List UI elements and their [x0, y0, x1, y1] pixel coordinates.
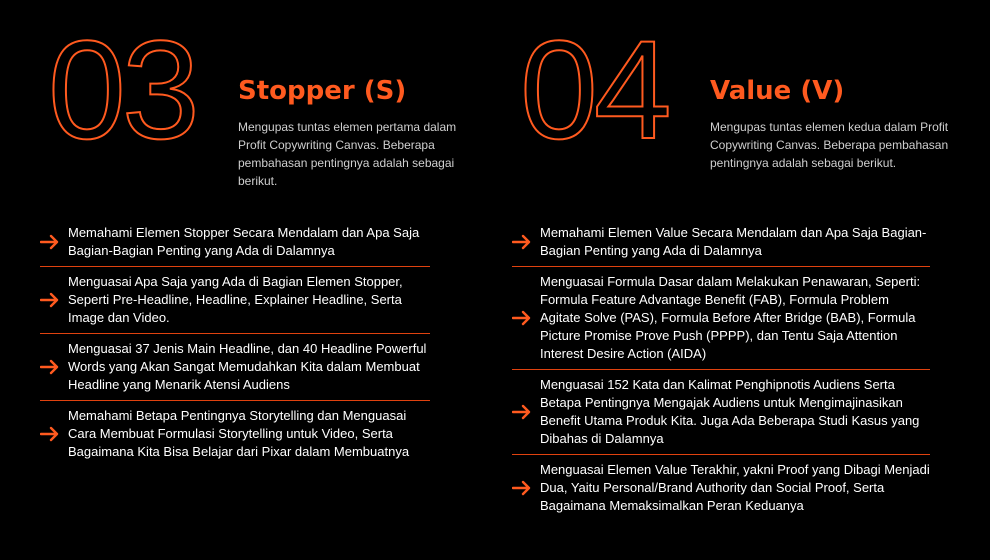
list-item-text: Memahami Elemen Value Secara Mendalam dan Apa Saja Bagian-Bagian Penting yang Ada di Dalamnya: [540, 225, 927, 258]
section-title: Stopper (S): [238, 76, 407, 106]
list-item: [512, 455, 930, 521]
list-item: [40, 267, 430, 334]
list-item: [512, 370, 930, 455]
section-description: Mengupas tuntas elemen pertama dalam Profit Copywriting Canvas. Beberapa pembahasan pentingnya adalah sebagai berikut.: [238, 120, 457, 188]
section-stopper: [40, 0, 480, 560]
arrow-right-icon: [512, 310, 532, 326]
arrow-right-icon: [40, 234, 60, 250]
list-item: [512, 267, 930, 370]
arrow-right-icon: [40, 426, 60, 442]
arrow-right-icon: [40, 292, 60, 308]
section-title: Value (V): [710, 76, 845, 106]
section-description: Mengupas tuntas elemen kedua dalam Profit Copywriting Canvas. Beberapa pembahasan pentingnya adalah sebagai berikut.: [710, 120, 949, 170]
list-item-text: Memahami Elemen Stopper Secara Mendalam dan Apa Saja Bagian-Bagian Penting yang Ada di Dalamnya: [68, 225, 420, 258]
list-item-text: Menguasai Apa Saja yang Ada di Bagian Elemen Stopper, Seperti Pre-Headline, Headline, Explainer Headline, Serta Image dan Video.: [68, 274, 403, 325]
section-number: 03: [48, 11, 196, 168]
list-item-text: Menguasai 37 Jenis Main Headline, dan 40 Headline Powerful Words yang Akan Sangat Memudahkan Kita dalam Membuat Headline yang Menarik Atensi Audiens: [68, 341, 427, 392]
arrow-right-icon: [512, 480, 532, 496]
arrow-right-icon: [512, 404, 532, 420]
list-item-text: Menguasai Formula Dasar dalam Melakukan Penawaran, Seperti: Formula Feature Advantage Benefit (FAB), Formula Problem Agitate Solve (PAS), Formula Before After Bridge (BAB), Formula Picture Promise Prove Push (PPPP), dan Tentu Saja Attention Interest Desire Action (AIDA): [540, 274, 921, 361]
arrow-right-icon: [512, 234, 532, 250]
section-number: 04: [520, 11, 668, 168]
list-item: [40, 334, 430, 401]
list-item: [40, 401, 430, 467]
list-item: [40, 218, 430, 267]
section-value: [512, 0, 952, 560]
topic-list: [40, 218, 430, 467]
arrow-right-icon: [40, 359, 60, 375]
list-item-text: Menguasai Elemen Value Terakhir, yakni Proof yang Dibagi Menjadi Dua, Yaitu Personal/Brand Authority dan Social Proof, Serta Bagaimana Memaksimalkan Peran Keduanya: [540, 462, 930, 513]
topic-list: [512, 218, 930, 521]
list-item-text: Menguasai 152 Kata dan Kalimat Penghipnotis Audiens Serta Betapa Pentingnya Mengajak Audiens untuk Mengimajinasikan Benefit Utama Produk Kita. Juga Ada Beberapa Studi Kasus yang Dibahas di Dalamnya: [540, 377, 920, 446]
list-item: [512, 218, 930, 267]
list-item-text: Memahami Betapa Pentingnya Storytelling dan Menguasai Cara Membuat Formulasi Storytelling untuk Video, Serta Bagaimana Kita Bisa Belajar dari Pixar dalam Membuatnya: [68, 408, 410, 459]
